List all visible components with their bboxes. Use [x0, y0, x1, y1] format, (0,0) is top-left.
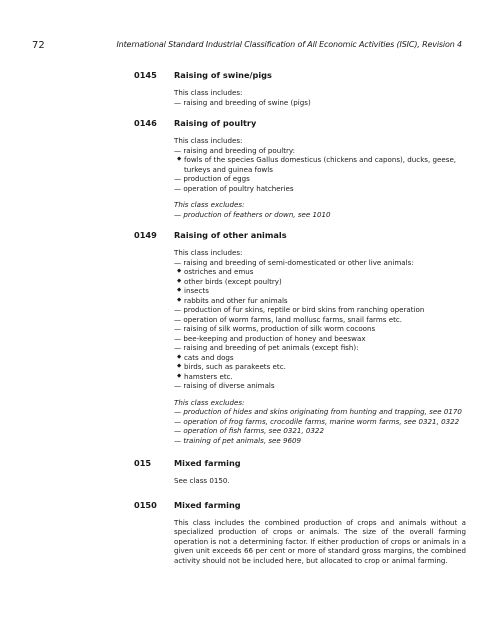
- page-number: 72: [32, 40, 45, 51]
- exclude-item: — production of feathers or down, see 1010: [174, 209, 331, 219]
- includes-label: This class includes:: [174, 88, 243, 97]
- bullet-text: cats and dogs: [184, 352, 234, 362]
- class-title: Raising of swine/pigs: [174, 70, 272, 80]
- list-item: — raising and breeding of pet animals (except fish):: [174, 343, 359, 352]
- class-title: Raising of other animals: [174, 230, 287, 240]
- list-item: — raising of silk worms, production of silk worm cocoons: [174, 324, 376, 333]
- bullet-icon: ◆: [177, 372, 182, 379]
- excludes-label: This class excludes:: [174, 397, 245, 407]
- list-item: — bee-keeping and production of honey and beeswax: [174, 333, 366, 343]
- class-code: 0150: [134, 499, 157, 510]
- bullet-text: birds, such as parakeets etc.: [184, 362, 286, 371]
- list-item: — operation of worm farms, land mollusc farms, snail farms etc.: [174, 314, 403, 324]
- class-code: 0149: [134, 230, 157, 240]
- list-item: — raising and breeding of poultry:: [174, 145, 295, 155]
- list-item: — raising and breeding of swine (pigs): [174, 97, 311, 107]
- bullet-item: [174, 296, 466, 306]
- list-item: — production of eggs: [174, 174, 250, 183]
- page-content: [0, 70, 495, 565]
- bullet-icon: ◆: [177, 363, 182, 369]
- bullet-item: [174, 372, 466, 382]
- excludes-label: This class excludes:: [174, 200, 245, 209]
- includes-label: This class includes:: [174, 248, 243, 257]
- bullet-text: hamsters etc.: [184, 371, 233, 381]
- bullet-icon: ◆: [177, 287, 182, 293]
- section-0150: [0, 500, 495, 566]
- list-item: — operation of poultry hatcheries: [174, 183, 294, 193]
- class-title: Raising of poultry: [174, 118, 257, 128]
- bullet-text: other birds (except poultry): [184, 276, 282, 286]
- bullet-item: [174, 286, 466, 296]
- bullet-text: insects: [184, 286, 209, 295]
- bullet-item: [174, 362, 466, 372]
- class-code: 015: [134, 458, 152, 468]
- exclude-item: — training of pet animals, see 9609: [174, 435, 302, 445]
- class-code: 0146: [134, 118, 157, 128]
- section-0149: [0, 230, 495, 445]
- class-description: This class includes the combined production of crops and animals without a specialized production of crops or animals. The size of the overall farming operation is not a determining factor. If either production of crops or animals in a given unit exceeds 66 per cent or more of standard gross margins, the combined activity should not be included here, but allocated to crop or animal farming.: [174, 517, 466, 565]
- see-reference: See class 0150.: [174, 476, 230, 485]
- class-title: Mixed farming: [174, 499, 241, 510]
- bullet-item: [174, 155, 466, 174]
- list-item: — production of fur skins, reptile or bird skins from ranching operation: [174, 305, 425, 314]
- bullet-icon: ◆: [177, 277, 182, 284]
- exclude-item: — operation of fish farms, see 0321, 0322: [174, 426, 324, 435]
- bullet-text: rabbits and other fur animals: [184, 295, 288, 305]
- section-0145: [0, 70, 495, 107]
- exclude-item: — production of hides and skins originating from hunting and trapping, see 0170: [174, 407, 462, 416]
- includes-label: This class includes:: [174, 136, 243, 145]
- bullet-item: [174, 353, 466, 363]
- section-015: [0, 458, 495, 486]
- bullet-item: [174, 267, 466, 277]
- list-item: — raising of diverse animals: [174, 381, 275, 390]
- section-0146: [0, 118, 495, 219]
- bullet-icon: ◆: [177, 268, 182, 274]
- page-header: [32, 40, 462, 54]
- list-item: — raising and breeding of semi-domesticated or other live animals:: [174, 257, 414, 267]
- class-code: 0145: [134, 70, 157, 80]
- bullet-icon: ◆: [177, 296, 182, 303]
- bullet-icon: ◆: [177, 353, 182, 360]
- exclude-item: — operation of frog farms, crocodile farms, marine worm farms, see 0321, 0322: [174, 416, 460, 426]
- bullet-item: [174, 277, 466, 287]
- bullet-text: ostriches and emus: [184, 267, 254, 276]
- bullet-icon: ◆: [177, 156, 182, 162]
- bullet-text: fowls of the species Gallus domesticus (chickens and capons), ducks, geese, turkeys and guinea fowls: [184, 155, 457, 174]
- class-title: Mixed farming: [174, 458, 241, 468]
- running-title: International Standard Industrial Classification of All Economic Activities (ISIC), Revision 4: [116, 40, 462, 49]
